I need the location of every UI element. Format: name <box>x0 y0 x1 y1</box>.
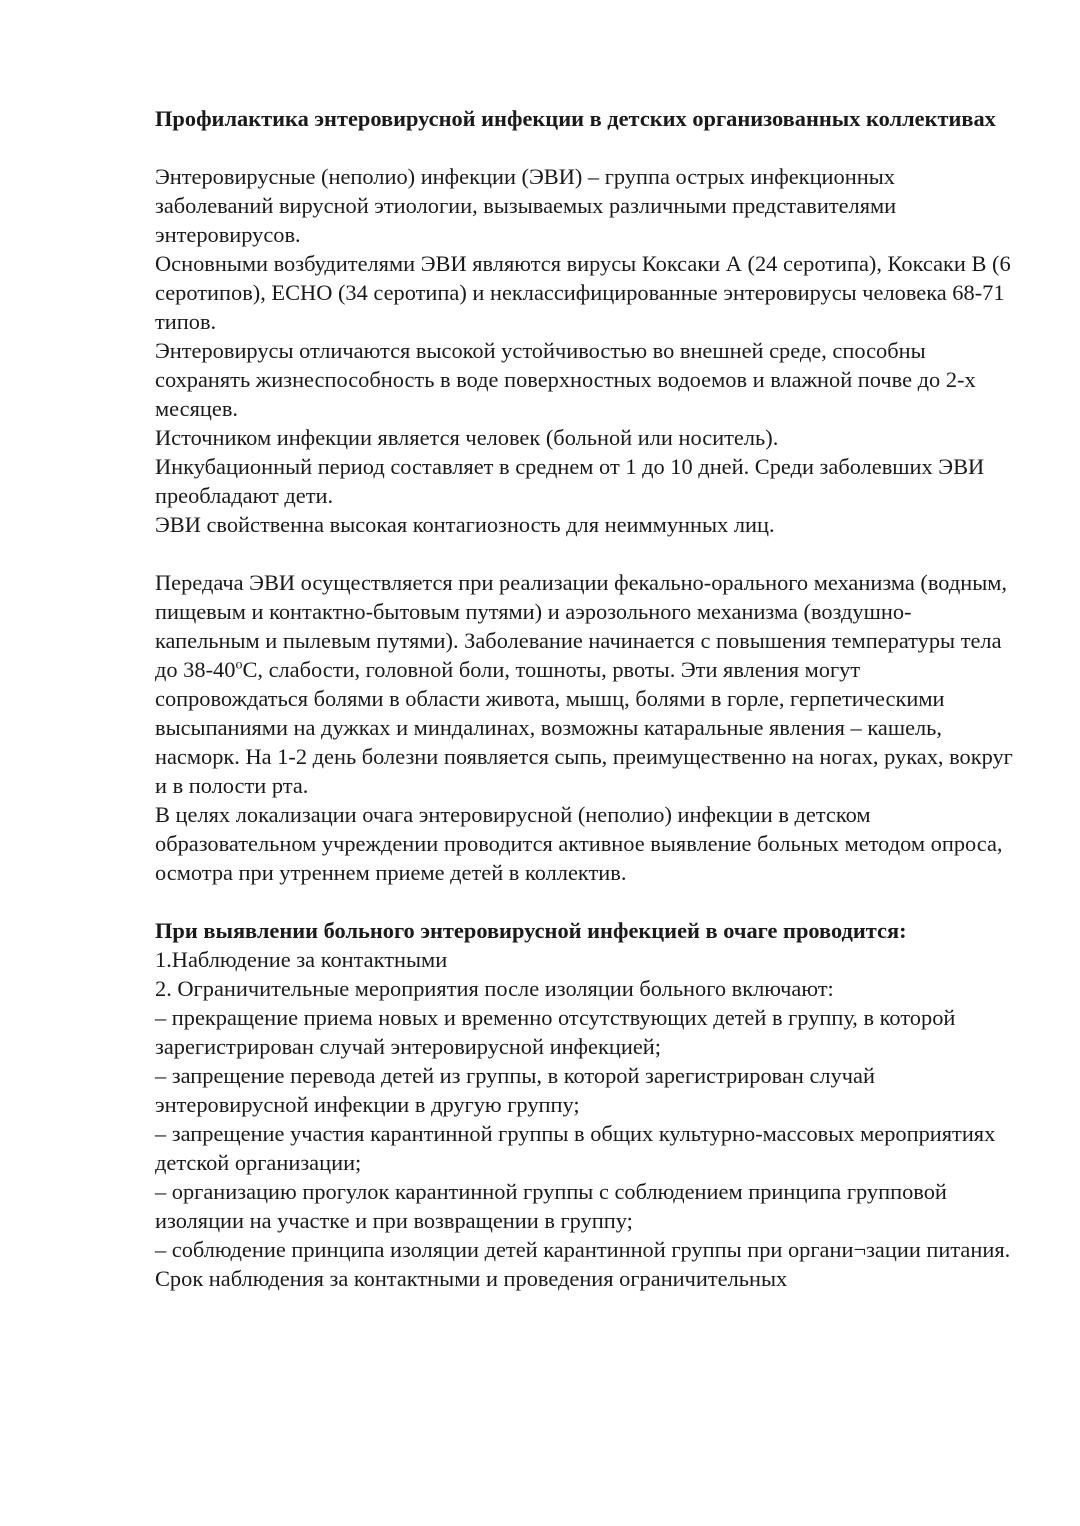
document-page <box>155 104 1015 1293</box>
measure-item: 2. Ограничительные мероприятия после изоляции больного включают: <box>155 976 834 1001</box>
document-title: Профилактика энтеровирусной инфекции в детских организованных коллективах <box>155 106 996 131</box>
transmission-text-cont: С, слабости, головной боли, тошноты, рвоты. Эти явления могут сопровождаться болями в области живота, мышц, болями в горле, герпетическими высыпаниями на дужках и миндалинах, возможны катаральные явления – кашель, насморк. На 1-2 день болезни появляется сыпь, преимущественно на ногах, руках, вокруг и в полости рта. <box>155 657 1013 798</box>
intro-paragraph: Основными возбудителями ЭВИ являются вирусы Коксаки А (24 серотипа), Коксаки В (6 серотипов), ЕСНО (34 серотипа) и неклассифицированные энтеровирусы человека 68-71 типов. <box>155 251 1011 334</box>
measures-heading: При выявлении больного энтеровирусной инфекцией в очаге проводится: <box>155 918 907 943</box>
intro-paragraph: Энтеровирусные (неполио) инфекции (ЭВИ) – группа острых инфекционных заболеваний вирусной этиологии, вызываемых различными представителями энтеровирусов. <box>155 164 897 247</box>
measure-item: – запрещение перевода детей из группы, в которой зарегистрирован случай энтеровирусной инфекции в другую группу; <box>155 1063 875 1117</box>
measure-item: – соблюдение принципа изоляции детей карантинной группы при органи¬зации питания. <box>155 1237 1011 1262</box>
intro-paragraph: Энтеровирусы отличаются высокой устойчивостью во внешней среде, способны сохранять жизнеспособность в воде поверхностных водоемов и влажной почве до 2-х месяцев. <box>155 338 976 421</box>
spacer <box>155 539 1015 568</box>
transmission-text: Передача ЭВИ осуществляется при реализации фекально-орального механизма (водным, пищевым и контактно-бытовым путями) и аэрозольного механизма (воздушно-капельным и пылевым путями). Заболевание начинается с повышения температуры тела до 38-40 <box>155 570 1008 682</box>
spacer <box>155 887 1015 916</box>
measure-item: – прекращение приема новых и временно отсутствующих детей в группу, в которой зарегистрирован случай энтеровирусной инфекцией; <box>155 1005 956 1059</box>
spacer <box>155 133 1015 162</box>
measure-item: – запрещение участия карантинной группы в общих культурно-массовых мероприятиях детской организации; <box>155 1121 996 1175</box>
transmission-paragraph <box>155 568 1015 800</box>
measure-item: 1.Наблюдение за контактными <box>155 947 448 972</box>
intro-paragraph: ЭВИ свойственна высокая контагиозность для неиммунных лиц. <box>155 512 775 537</box>
localization-paragraph: В целях локализации очага энтеровирусной (неполио) инфекции в детском образовательном учреждении проводится активное выявление больных методом опроса, осмотра при утреннем приеме детей в коллектив. <box>155 802 1003 885</box>
intro-paragraph: Инкубационный период составляет в среднем от 1 до 10 дней. Среди заболевших ЭВИ преобладают дети. <box>155 454 985 508</box>
intro-paragraph: Источником инфекции является человек (больной или носитель). <box>155 425 779 450</box>
measure-item: Срок наблюдения за контактными и проведения ограничительных <box>155 1266 788 1291</box>
degree-mark: o <box>235 657 243 673</box>
measure-item: – организацию прогулок карантинной группы с соблюдением принципа групповой изоляции на участке и при возвращении в группу; <box>155 1179 947 1233</box>
